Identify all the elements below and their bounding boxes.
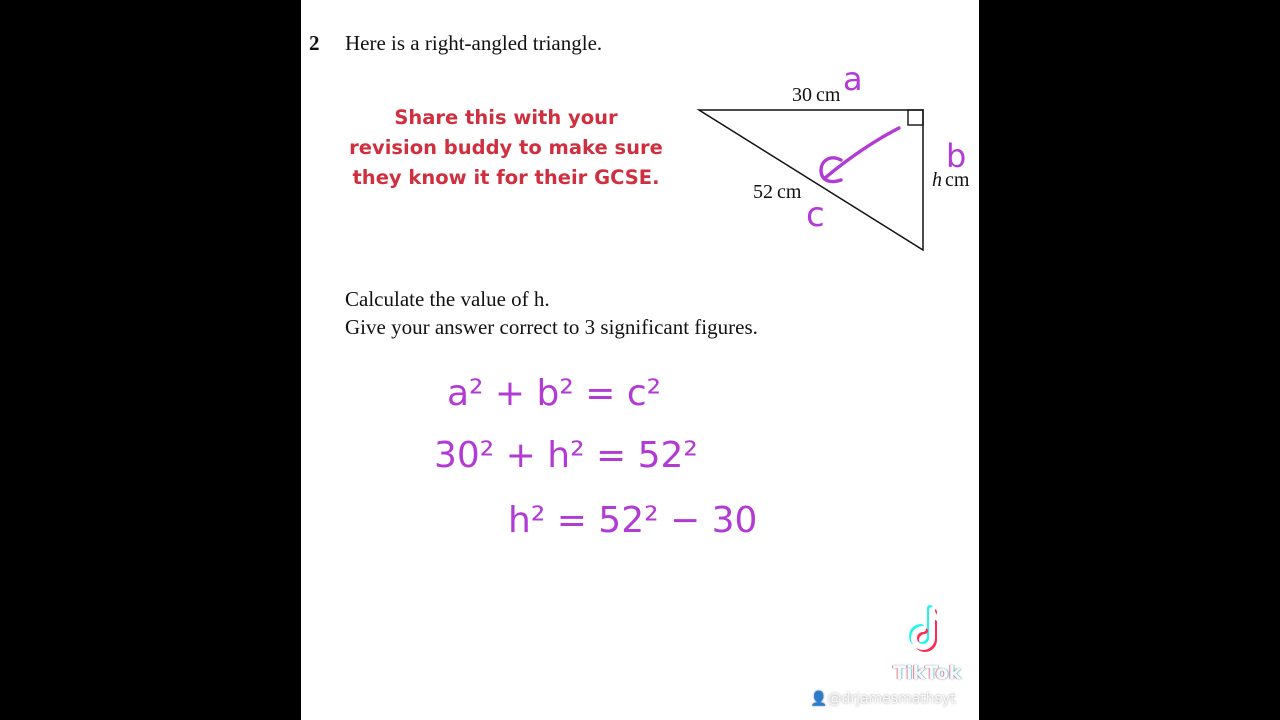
share-note-line-3: they know it for their GCSE. [352, 166, 660, 189]
right-angle-marker [908, 110, 923, 125]
instruction-line-1: Calculate the value of h. [345, 287, 550, 311]
annotation-arrow [825, 128, 899, 178]
working-line-1: a² + b² = c² [447, 373, 662, 414]
creator-handle-text: @drjamesmathsyt [827, 691, 956, 707]
annotation-arrowhead [821, 158, 841, 182]
instruction-line-2: Give your answer correct to 3 significant figures. [345, 315, 758, 339]
user-icon: 👤 [810, 691, 828, 707]
working-line-2: 30² + h² = 52² [434, 435, 698, 476]
question-text: Here is a right-angled triangle. [345, 31, 603, 55]
worksheet-page [301, 0, 979, 720]
annotation-b: b [946, 137, 967, 175]
annotation-c: c [806, 195, 825, 235]
vertical-side-label: h cm [932, 169, 970, 191]
annotation-a: a [843, 60, 863, 98]
share-note-line-1: Share this with your [394, 106, 618, 129]
triangle-diagram [301, 0, 979, 720]
working-line-3: h² = 52² − 30 [508, 500, 758, 541]
instructions [345, 285, 758, 341]
share-note-line-2: revision buddy to make sure [349, 136, 663, 159]
creator-handle [810, 691, 956, 707]
tiktok-logo-icon [905, 604, 955, 656]
tiktok-brand: TikTok [893, 662, 962, 684]
top-side-label: 30 cm [792, 84, 841, 106]
hypotenuse-label: 52 cm [753, 181, 802, 203]
question-number: 2 [309, 31, 320, 55]
